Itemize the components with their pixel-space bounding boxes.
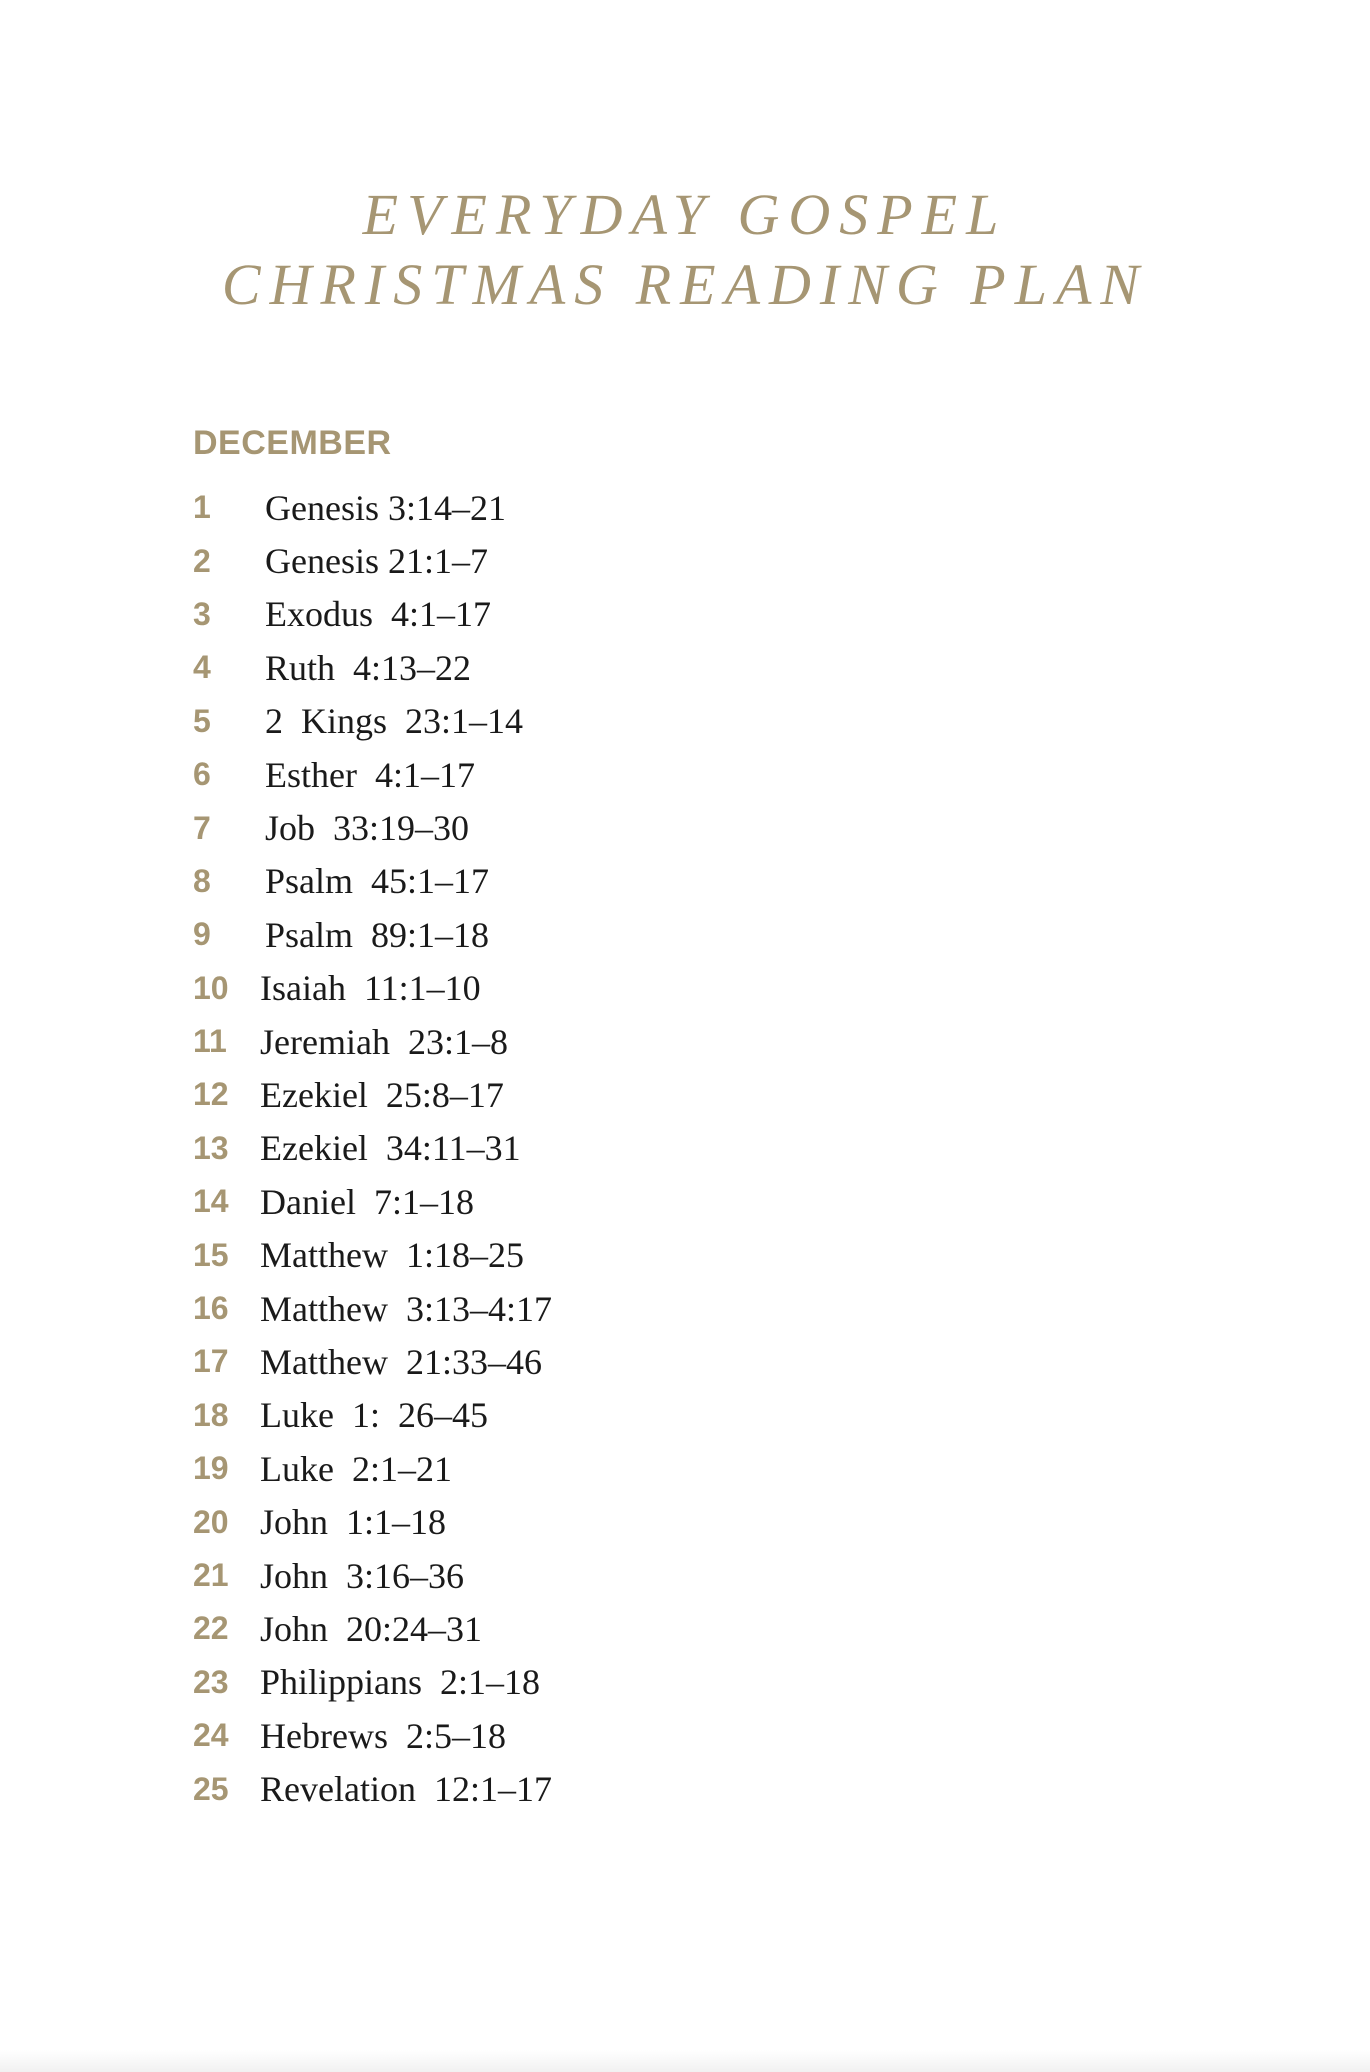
reading-row [193, 1068, 552, 1121]
reading-row [193, 908, 552, 961]
reading-row [193, 1175, 552, 1228]
page-edge-shadow [0, 2050, 1370, 2072]
reading-reference: Matthew 1:18–25 [260, 1235, 524, 1276]
reading-day-number: 3 [193, 595, 211, 632]
reading-day-number: 9 [193, 916, 211, 953]
reading-row [193, 855, 552, 908]
reading-row [193, 1656, 552, 1709]
reading-row [193, 1282, 552, 1335]
reading-day-number: 16 [193, 1290, 229, 1327]
reading-row [193, 801, 552, 854]
reading-day-number: 6 [193, 756, 211, 793]
reading-day-number: 21 [193, 1557, 229, 1593]
reading-day-number: 13 [193, 1129, 229, 1166]
reading-reference: Ezekiel 25:8–17 [260, 1074, 504, 1115]
reading-row [193, 695, 552, 748]
reading-row [193, 1442, 552, 1495]
reading-row [193, 962, 552, 1015]
reading-reference: John 1:1–18 [260, 1502, 447, 1543]
reading-reference: Ezekiel 34:11–31 [260, 1128, 521, 1169]
page-title-line-2: CHRISTMAS READING PLAN [221, 252, 1149, 317]
reading-day-number: 18 [193, 1396, 229, 1433]
reading-reference: Jeremiah 23:1–8 [260, 1021, 508, 1062]
reading-reference: Esther 4:1–17 [265, 754, 475, 795]
reading-day-number: 22 [193, 1610, 229, 1647]
reading-row [193, 1549, 552, 1602]
reading-reference: Luke 2:1–21 [260, 1448, 452, 1489]
reading-day-number: 23 [193, 1663, 229, 1700]
reading-reference: John 3:16–36 [260, 1555, 465, 1596]
reading-row [193, 1495, 552, 1548]
page-title-line-1: EVERYDAY GOSPEL [362, 182, 1008, 247]
month-heading: DECEMBER [193, 424, 392, 462]
reading-row [193, 748, 552, 801]
reading-day-number: 15 [193, 1236, 229, 1273]
reading-day-number: 12 [193, 1076, 229, 1113]
reading-day-number: 10 [193, 969, 229, 1006]
reading-reference: Exodus 4:1–17 [265, 594, 492, 635]
reading-row [193, 1602, 552, 1655]
reading-day-number: 11 [193, 1023, 227, 1060]
reading-row [193, 1389, 552, 1442]
reading-reference: Matthew 3:13–4:17 [260, 1288, 552, 1329]
reading-reference: Luke 1: 26–45 [260, 1395, 488, 1436]
reading-day-number: 14 [193, 1183, 229, 1220]
reading-reference: Psalm 89:1–18 [265, 914, 490, 955]
reading-reference: Psalm 45:1–17 [265, 861, 490, 902]
reading-row [193, 588, 552, 641]
reading-day-number: 20 [193, 1503, 229, 1540]
reading-day-number: 24 [193, 1717, 229, 1754]
reading-day-number: 25 [193, 1770, 229, 1807]
reading-row [193, 1122, 552, 1175]
reading-reference: Job 33:19–30 [265, 808, 470, 849]
reading-day-number: 2 [193, 542, 211, 579]
reading-day-number: 1 [193, 489, 211, 526]
reading-reference: Matthew 21:33–46 [260, 1341, 542, 1382]
reading-row [193, 1709, 552, 1762]
reading-day-number: 7 [193, 809, 211, 846]
reading-reference: Daniel 7:1–18 [260, 1181, 474, 1222]
reading-row [193, 1335, 552, 1388]
reading-day-number: 5 [193, 702, 211, 739]
reading-row [193, 1015, 552, 1068]
reading-reference: Hebrews 2:5–18 [260, 1715, 506, 1756]
reading-reference: John 20:24–31 [260, 1608, 483, 1649]
reading-day-number: 8 [193, 862, 211, 899]
reading-row [193, 1228, 552, 1281]
reading-reference: Genesis 21:1–7 [265, 541, 488, 582]
reading-row [193, 534, 552, 587]
reading-row [193, 1762, 552, 1815]
reading-day-number: 4 [193, 649, 211, 686]
reading-reference: Ruth 4:13–22 [265, 647, 472, 688]
reading-reference: Genesis 3:14–21 [265, 487, 506, 528]
reading-day-number: 17 [193, 1343, 229, 1380]
reading-reference: Revelation 12:1–17 [260, 1769, 552, 1810]
reading-row [193, 481, 552, 534]
reading-reference: 2 Kings 23:1–14 [265, 701, 524, 742]
reading-row [193, 641, 552, 694]
reading-reference: Philippians 2:1–18 [260, 1662, 541, 1703]
reading-day-number: 19 [193, 1450, 229, 1487]
reading-reference: Isaiah 11:1–10 [260, 968, 481, 1009]
reading-list [193, 481, 552, 1816]
